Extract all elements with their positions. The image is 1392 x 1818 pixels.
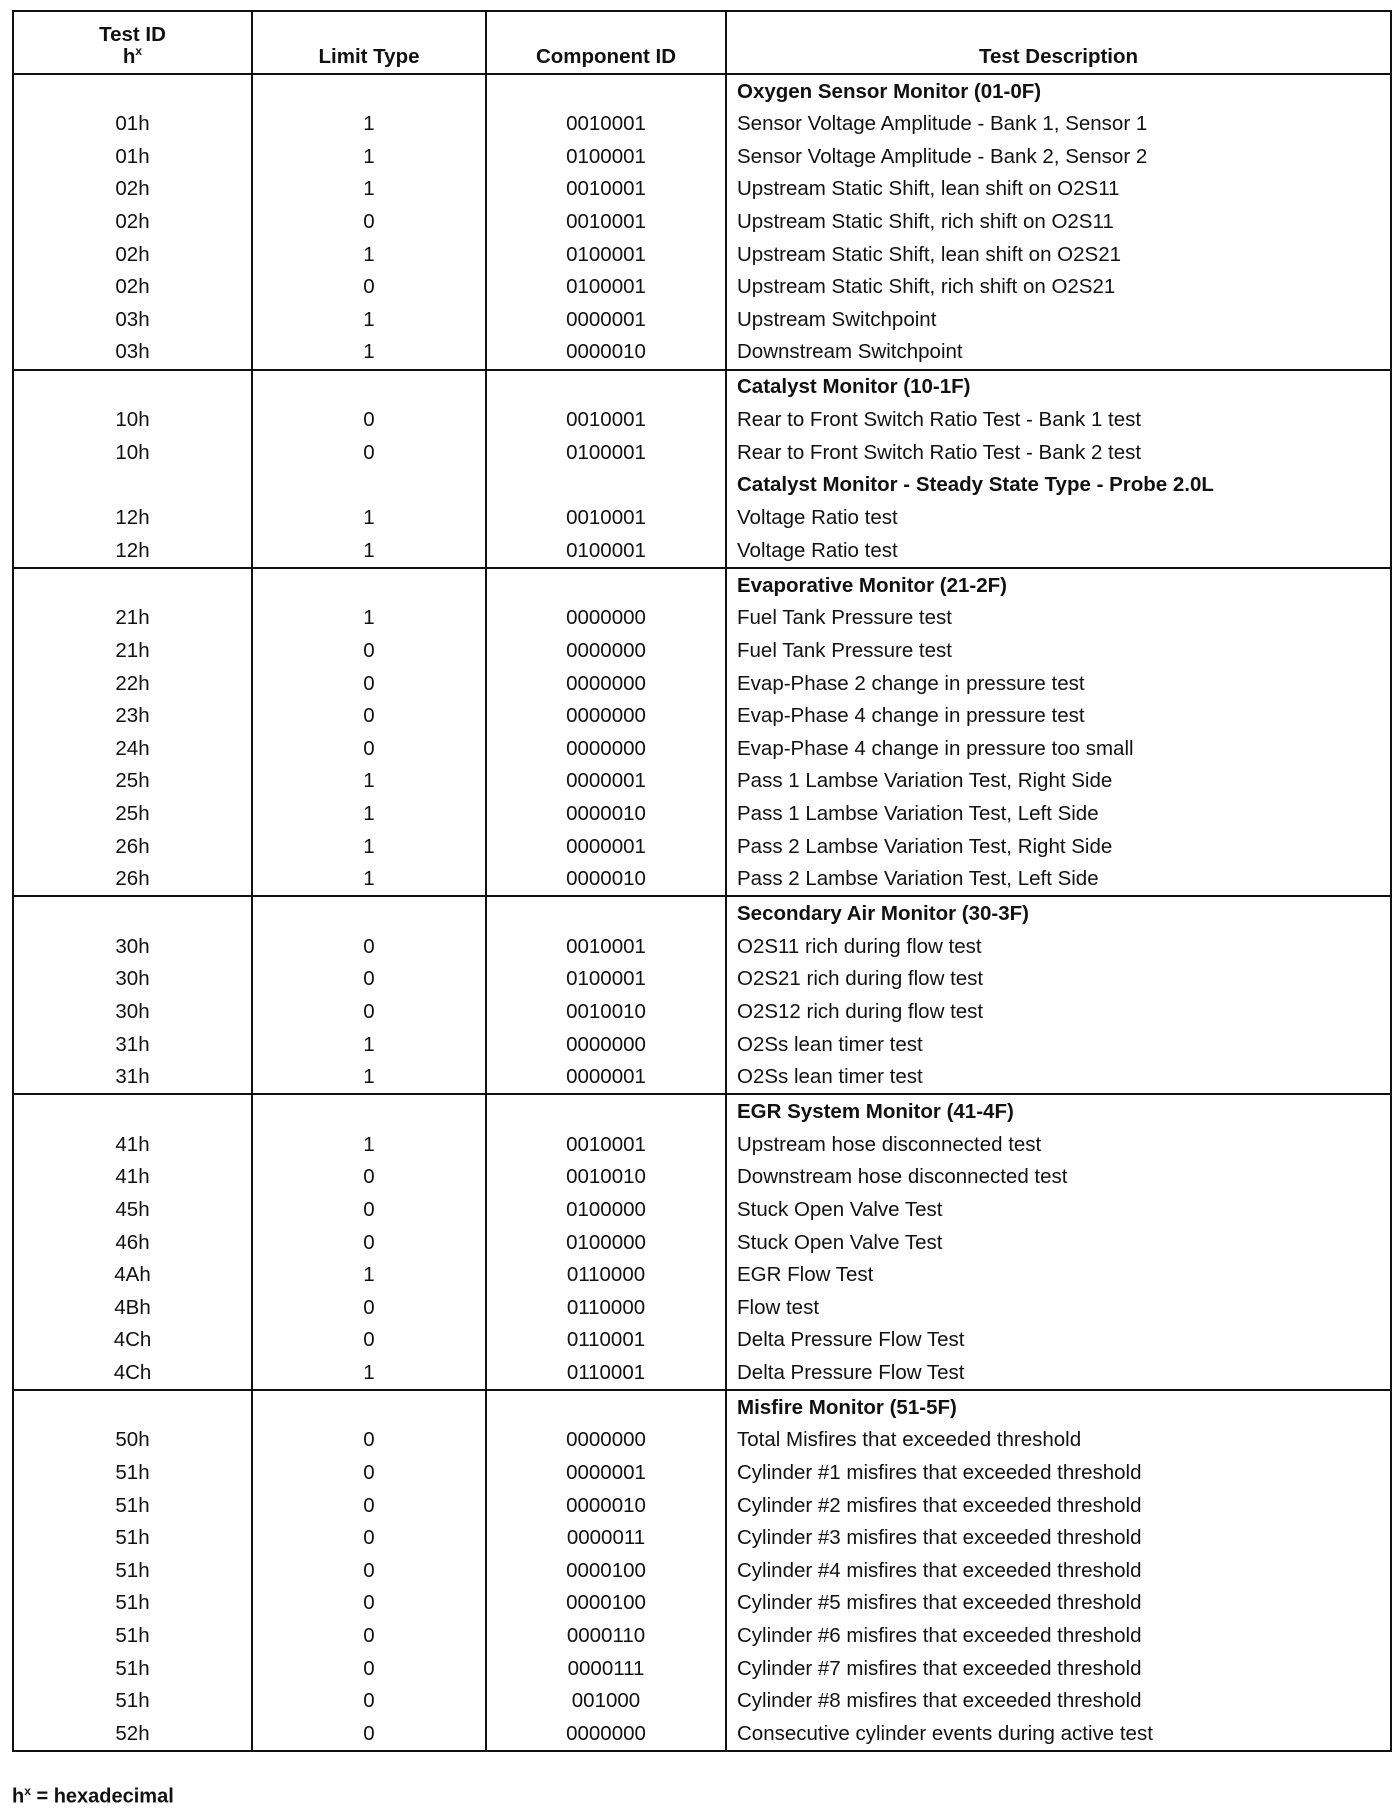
table-row	[13, 700, 1391, 733]
test-description-cell: Cylinder #5 misfires that exceeded threshold	[726, 1587, 1391, 1620]
group-title: Secondary Air Monitor (30-3F)	[726, 896, 1391, 930]
limit-type-cell: 0	[252, 1226, 486, 1259]
test-id-cell: 10h	[13, 404, 252, 437]
empty-cell	[486, 568, 726, 602]
test-id-cell: 23h	[13, 700, 252, 733]
empty-cell	[252, 469, 486, 502]
test-description-cell: Consecutive cylinder events during active test	[726, 1718, 1391, 1752]
component-id-cell: 0000110	[486, 1620, 726, 1653]
component-id-cell: 0110000	[486, 1291, 726, 1324]
limit-type-cell: 1	[252, 1128, 486, 1161]
test-description-cell: Stuck Open Valve Test	[726, 1194, 1391, 1227]
table-row	[13, 996, 1391, 1029]
component-id-cell: 0100001	[486, 271, 726, 304]
component-id-cell: 0000000	[486, 733, 726, 766]
table-row	[13, 271, 1391, 304]
table-row	[13, 830, 1391, 863]
test-id-cell: 51h	[13, 1457, 252, 1490]
limit-type-cell: 0	[252, 271, 486, 304]
limit-type-cell: 0	[252, 635, 486, 668]
empty-cell	[252, 896, 486, 930]
test-description-cell: Rear to Front Switch Ratio Test - Bank 2 test	[726, 436, 1391, 469]
table-row	[13, 1555, 1391, 1588]
test-id-cell: 52h	[13, 1718, 252, 1752]
component-id-cell: 0000000	[486, 667, 726, 700]
empty-cell	[13, 74, 252, 108]
component-id-cell: 0000100	[486, 1555, 726, 1588]
group-heading-row	[13, 896, 1391, 930]
limit-type-cell: 1	[252, 141, 486, 174]
limit-type-cell: 0	[252, 667, 486, 700]
table-row	[13, 1161, 1391, 1194]
table-row	[13, 1324, 1391, 1357]
subgroup-title: Catalyst Monitor - Steady State Type - Probe 2.0L	[726, 469, 1391, 502]
test-description-cell: Upstream Static Shift, rich shift on O2S21	[726, 271, 1391, 304]
test-description-cell: Upstream Static Shift, rich shift on O2S11	[726, 206, 1391, 239]
component-id-cell: 0000010	[486, 336, 726, 370]
test-id-cell: 30h	[13, 930, 252, 963]
table-row	[13, 1587, 1391, 1620]
test-id-cell: 21h	[13, 602, 252, 635]
table-row	[13, 1259, 1391, 1292]
component-id-cell: 0000001	[486, 1061, 726, 1095]
limit-type-cell: 1	[252, 1028, 486, 1061]
test-description-cell: Sensor Voltage Amplitude - Bank 2, Sensor 2	[726, 141, 1391, 174]
limit-type-cell: 0	[252, 404, 486, 437]
component-id-cell: 0000100	[486, 1587, 726, 1620]
group-heading-row	[13, 568, 1391, 602]
test-id-cell: 02h	[13, 173, 252, 206]
table-row	[13, 602, 1391, 635]
component-id-cell: 0000000	[486, 602, 726, 635]
table-row	[13, 765, 1391, 798]
empty-cell	[13, 568, 252, 602]
empty-cell	[252, 74, 486, 108]
table-row	[13, 1652, 1391, 1685]
component-id-cell: 0010001	[486, 173, 726, 206]
test-id-cell: 12h	[13, 535, 252, 569]
component-id-cell: 0100001	[486, 436, 726, 469]
empty-cell	[13, 1390, 252, 1424]
footnote-symbol: h	[12, 1785, 25, 1808]
test-description-cell: Pass 2 Lambse Variation Test, Right Side	[726, 830, 1391, 863]
table-row	[13, 930, 1391, 963]
test-id-cell: 26h	[13, 830, 252, 863]
test-id-cell: 31h	[13, 1061, 252, 1095]
table-row	[13, 963, 1391, 996]
header-component-id: Component ID	[486, 11, 726, 74]
table-row	[13, 1194, 1391, 1227]
component-id-cell: 0000010	[486, 1489, 726, 1522]
component-id-cell: 0110001	[486, 1324, 726, 1357]
table-row	[13, 667, 1391, 700]
test-id-cell: 30h	[13, 996, 252, 1029]
table-row	[13, 1685, 1391, 1718]
test-id-cell: 30h	[13, 963, 252, 996]
empty-cell	[486, 74, 726, 108]
limit-type-cell: 0	[252, 1161, 486, 1194]
test-id-cell: 03h	[13, 336, 252, 370]
test-id-cell: 02h	[13, 238, 252, 271]
limit-type-cell: 1	[252, 108, 486, 141]
limit-type-cell: 0	[252, 733, 486, 766]
table-row	[13, 1028, 1391, 1061]
test-description-cell: O2S21 rich during flow test	[726, 963, 1391, 996]
component-id-cell: 0000001	[486, 304, 726, 337]
component-id-cell: 0010001	[486, 206, 726, 239]
limit-type-cell: 0	[252, 1324, 486, 1357]
table-row	[13, 141, 1391, 174]
test-description-cell: Pass 1 Lambse Variation Test, Left Side	[726, 798, 1391, 831]
test-description-cell: Evap-Phase 2 change in pressure test	[726, 667, 1391, 700]
table-row	[13, 336, 1391, 370]
test-id-cell: 25h	[13, 798, 252, 831]
empty-cell	[13, 1094, 252, 1128]
test-description-cell: Delta Pressure Flow Test	[726, 1324, 1391, 1357]
limit-type-cell: 1	[252, 502, 486, 535]
limit-type-cell: 0	[252, 206, 486, 239]
table-row	[13, 1061, 1391, 1095]
table-row	[13, 206, 1391, 239]
component-id-cell: 0000001	[486, 765, 726, 798]
limit-type-cell: 1	[252, 602, 486, 635]
group-heading-row	[13, 1094, 1391, 1128]
component-id-cell: 0000000	[486, 1424, 726, 1457]
component-id-cell: 0010001	[486, 1128, 726, 1161]
limit-type-cell: 1	[252, 304, 486, 337]
test-id-cell: 4Ah	[13, 1259, 252, 1292]
test-description-cell: Stuck Open Valve Test	[726, 1226, 1391, 1259]
limit-type-cell: 0	[252, 1457, 486, 1490]
test-id-cell: 10h	[13, 436, 252, 469]
table-row	[13, 535, 1391, 569]
empty-cell	[13, 370, 252, 404]
limit-type-cell: 1	[252, 173, 486, 206]
component-id-cell: 0010001	[486, 930, 726, 963]
test-id-cell: 12h	[13, 502, 252, 535]
test-id-cell: 51h	[13, 1685, 252, 1718]
test-description-cell: EGR Flow Test	[726, 1259, 1391, 1292]
test-description-cell: O2Ss lean timer test	[726, 1028, 1391, 1061]
test-id-cell: 51h	[13, 1652, 252, 1685]
limit-type-cell: 0	[252, 436, 486, 469]
component-id-cell: 0000111	[486, 1652, 726, 1685]
limit-type-cell: 1	[252, 1357, 486, 1391]
test-description-cell: Upstream Static Shift, lean shift on O2S21	[726, 238, 1391, 271]
component-id-cell: 0000000	[486, 635, 726, 668]
empty-cell	[486, 469, 726, 502]
test-description-cell: O2S12 rich during flow test	[726, 996, 1391, 1029]
header-limit-type: Limit Type	[252, 11, 486, 74]
limit-type-cell: 1	[252, 238, 486, 271]
header-row	[13, 11, 1391, 74]
limit-type-cell: 1	[252, 863, 486, 897]
test-id-cell: 02h	[13, 206, 252, 239]
table-row	[13, 304, 1391, 337]
table-row	[13, 863, 1391, 897]
empty-cell	[252, 1094, 486, 1128]
test-description-cell: Rear to Front Switch Ratio Test - Bank 1 test	[726, 404, 1391, 437]
test-id-cell: 4Ch	[13, 1324, 252, 1357]
table-row	[13, 404, 1391, 437]
component-id-cell: 0100000	[486, 1194, 726, 1227]
empty-cell	[13, 469, 252, 502]
test-id-cell: 22h	[13, 667, 252, 700]
test-id-cell: 51h	[13, 1489, 252, 1522]
test-description-cell: Total Misfires that exceeded threshold	[726, 1424, 1391, 1457]
limit-type-cell: 0	[252, 700, 486, 733]
table-row	[13, 173, 1391, 206]
empty-cell	[486, 896, 726, 930]
limit-type-cell: 1	[252, 1259, 486, 1292]
test-description-cell: Cylinder #1 misfires that exceeded threshold	[726, 1457, 1391, 1490]
header-test-description: Test Description	[726, 11, 1391, 74]
test-id-cell: 31h	[13, 1028, 252, 1061]
component-id-cell: 0010010	[486, 996, 726, 1029]
limit-type-cell: 0	[252, 1685, 486, 1718]
limit-type-cell: 0	[252, 1652, 486, 1685]
limit-type-cell: 1	[252, 765, 486, 798]
footnote-marker: x	[24, 1784, 31, 1798]
table-row	[13, 238, 1391, 271]
table-row	[13, 1226, 1391, 1259]
group-title: EGR System Monitor (41-4F)	[726, 1094, 1391, 1128]
test-id-cell: 51h	[13, 1522, 252, 1555]
empty-cell	[486, 370, 726, 404]
component-id-cell: 0000010	[486, 798, 726, 831]
test-description-cell: Upstream hose disconnected test	[726, 1128, 1391, 1161]
test-id-cell: 51h	[13, 1555, 252, 1588]
test-description-cell: Cylinder #8 misfires that exceeded threshold	[726, 1685, 1391, 1718]
limit-type-cell: 0	[252, 996, 486, 1029]
limit-type-cell: 0	[252, 1587, 486, 1620]
test-description-cell: Evap-Phase 4 change in pressure test	[726, 700, 1391, 733]
table-row	[13, 1291, 1391, 1324]
component-id-cell: 0000011	[486, 1522, 726, 1555]
component-id-cell: 0010001	[486, 108, 726, 141]
table-body	[13, 74, 1391, 1751]
limit-type-cell: 0	[252, 1194, 486, 1227]
test-id-cell: 50h	[13, 1424, 252, 1457]
component-id-cell: 0000001	[486, 830, 726, 863]
table-row	[13, 1489, 1391, 1522]
component-id-cell: 0000000	[486, 700, 726, 733]
empty-cell	[252, 370, 486, 404]
component-id-cell: 0000000	[486, 1718, 726, 1752]
component-id-cell: 0110000	[486, 1259, 726, 1292]
header-test-id-label: Test ID	[99, 23, 166, 46]
limit-type-cell: 0	[252, 930, 486, 963]
test-description-cell: Flow test	[726, 1291, 1391, 1324]
test-description-cell: Upstream Static Shift, lean shift on O2S11	[726, 173, 1391, 206]
empty-cell	[13, 896, 252, 930]
test-description-cell: Fuel Tank Pressure test	[726, 635, 1391, 668]
test-id-cell: 01h	[13, 108, 252, 141]
group-title: Evaporative Monitor (21-2F)	[726, 568, 1391, 602]
limit-type-cell: 1	[252, 830, 486, 863]
limit-type-cell: 0	[252, 1424, 486, 1457]
test-id-cell: 41h	[13, 1128, 252, 1161]
limit-type-cell: 0	[252, 1718, 486, 1752]
component-id-cell: 0110001	[486, 1357, 726, 1391]
limit-type-cell: 1	[252, 798, 486, 831]
test-id-cell: 51h	[13, 1620, 252, 1653]
subgroup-heading-row	[13, 469, 1391, 502]
component-id-cell: 0100001	[486, 141, 726, 174]
test-description-cell: O2S11 rich during flow test	[726, 930, 1391, 963]
group-heading-row	[13, 370, 1391, 404]
test-id-cell: 21h	[13, 635, 252, 668]
component-id-cell: 0010001	[486, 404, 726, 437]
test-id-cell: 4Bh	[13, 1291, 252, 1324]
test-description-cell: Cylinder #3 misfires that exceeded threshold	[726, 1522, 1391, 1555]
table-row	[13, 502, 1391, 535]
limit-type-cell: 0	[252, 1555, 486, 1588]
component-id-cell: 001000	[486, 1685, 726, 1718]
test-id-cell: 24h	[13, 733, 252, 766]
table-row	[13, 1128, 1391, 1161]
component-id-cell: 0100001	[486, 238, 726, 271]
limit-type-cell: 1	[252, 535, 486, 569]
test-description-cell: Cylinder #4 misfires that exceeded threshold	[726, 1555, 1391, 1588]
limit-type-cell: 0	[252, 1620, 486, 1653]
test-description-cell: Sensor Voltage Amplitude - Bank 1, Sensor 1	[726, 108, 1391, 141]
table-row	[13, 436, 1391, 469]
limit-type-cell: 1	[252, 1061, 486, 1095]
test-description-cell: Evap-Phase 4 change in pressure too small	[726, 733, 1391, 766]
component-id-cell: 0100000	[486, 1226, 726, 1259]
empty-cell	[486, 1390, 726, 1424]
component-id-cell: 0000000	[486, 1028, 726, 1061]
table-row	[13, 1424, 1391, 1457]
header-test-id-marker: x	[135, 44, 143, 59]
table-row	[13, 798, 1391, 831]
table-row	[13, 733, 1391, 766]
table-row	[13, 108, 1391, 141]
test-description-cell: Voltage Ratio test	[726, 502, 1391, 535]
component-id-cell: 0000001	[486, 1457, 726, 1490]
component-id-cell: 0010010	[486, 1161, 726, 1194]
test-id-cell: 51h	[13, 1587, 252, 1620]
header-test-id-unit: h	[122, 45, 136, 68]
limit-type-cell: 0	[252, 1522, 486, 1555]
empty-cell	[252, 568, 486, 602]
limit-type-cell: 0	[252, 963, 486, 996]
table-row	[13, 1522, 1391, 1555]
test-id-cell: 01h	[13, 141, 252, 174]
table-row	[13, 1718, 1391, 1752]
group-title: Catalyst Monitor (10-1F)	[726, 370, 1391, 404]
test-description-cell: Fuel Tank Pressure test	[726, 602, 1391, 635]
test-description-cell: Downstream Switchpoint	[726, 336, 1391, 370]
group-title: Misfire Monitor (51-5F)	[726, 1390, 1391, 1424]
table-header	[13, 11, 1391, 74]
test-description-cell: O2Ss lean timer test	[726, 1061, 1391, 1095]
test-description-cell: Cylinder #2 misfires that exceeded threshold	[726, 1489, 1391, 1522]
test-description-cell: Cylinder #6 misfires that exceeded threshold	[726, 1620, 1391, 1653]
test-id-cell: 4Ch	[13, 1357, 252, 1391]
limit-type-cell: 1	[252, 336, 486, 370]
test-description-cell: Upstream Switchpoint	[726, 304, 1391, 337]
footnote	[12, 1784, 174, 1809]
component-id-cell: 0100001	[486, 535, 726, 569]
test-id-cell: 41h	[13, 1161, 252, 1194]
test-description-cell: Cylinder #7 misfires that exceeded threshold	[726, 1652, 1391, 1685]
empty-cell	[252, 1390, 486, 1424]
limit-type-cell: 0	[252, 1291, 486, 1324]
test-id-cell: 26h	[13, 863, 252, 897]
table-row	[13, 635, 1391, 668]
table-row	[13, 1457, 1391, 1490]
group-title: Oxygen Sensor Monitor (01-0F)	[726, 74, 1391, 108]
component-id-cell: 0100001	[486, 963, 726, 996]
test-description-cell: Voltage Ratio test	[726, 535, 1391, 569]
limit-type-cell: 0	[252, 1489, 486, 1522]
test-description-cell: Pass 1 Lambse Variation Test, Right Side	[726, 765, 1391, 798]
test-id-cell: 45h	[13, 1194, 252, 1227]
test-id-cell: 46h	[13, 1226, 252, 1259]
empty-cell	[486, 1094, 726, 1128]
component-id-cell: 0000010	[486, 863, 726, 897]
group-heading-row	[13, 1390, 1391, 1424]
test-id-cell: 25h	[13, 765, 252, 798]
group-heading-row	[13, 74, 1391, 108]
monitor-test-table	[12, 10, 1392, 1752]
table-row	[13, 1357, 1391, 1391]
test-id-cell: 03h	[13, 304, 252, 337]
footnote-text: = hexadecimal	[36, 1785, 174, 1808]
test-description-cell: Downstream hose disconnected test	[726, 1161, 1391, 1194]
component-id-cell: 0010001	[486, 502, 726, 535]
test-id-cell: 02h	[13, 271, 252, 304]
header-test-id	[13, 11, 252, 74]
test-description-cell: Pass 2 Lambse Variation Test, Left Side	[726, 863, 1391, 897]
table-row	[13, 1620, 1391, 1653]
test-description-cell: Delta Pressure Flow Test	[726, 1357, 1391, 1391]
